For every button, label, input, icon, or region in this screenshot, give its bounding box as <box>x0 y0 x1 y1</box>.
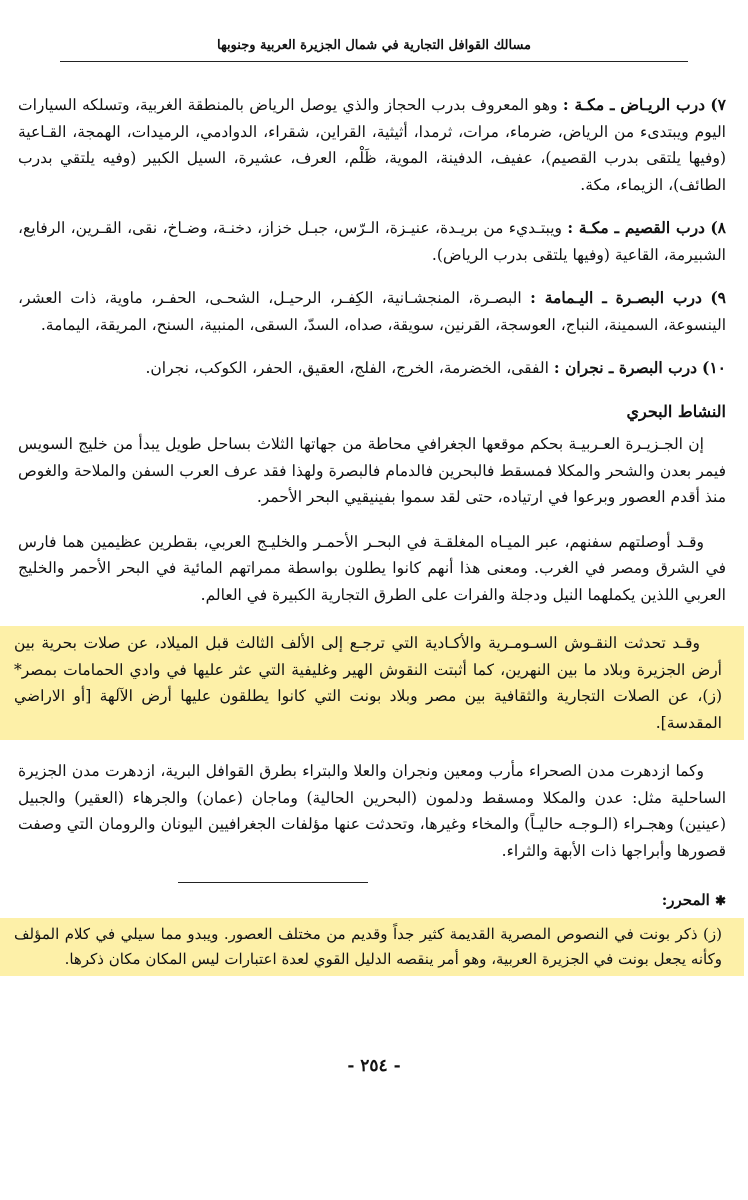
page-number: - ٢٥٤ - <box>347 1056 401 1076</box>
route-basra-yamama <box>18 285 726 338</box>
page-content <box>14 92 726 976</box>
paragraph-coastal-cities: وكما ازدهرت مدن الصحراء مأرب ومعين ونجران والعلا والبتراء بطرق القوافل البرية، ازدهرت مدن الجزيرة الساحلية مثل: عدن والمكلا ومسقط ودلمون (البحرين الحالية) وماجان (عمان) والجرهاء (العقير) والجبيل (عينين) وهجـراء (الـوجـه حاليـاً) والمخاء وغيرها، وتحدثت عنها مؤلفات الجغرافيين اليونان والرومان التي وصفت قصورها وأبراجها ذات الأبهة والثراء. <box>18 762 726 860</box>
editor-note-label <box>18 887 726 916</box>
paragraph-coastline: إن الجـزيـرة العـربيـة بحكم موقعها الجغرافي محاطة من جهاتها الثلاث بساحل طويل يبدأ من خليج السويس فيمر بعدن والشحر والمكلا فمسقط فالبحرين فالدمام فالبصرة ولهذا فقد عرف العرب السفن والملاحة والغوص منذ أقدم العصور وبرعوا في ارتياده، حتى لقد سموا بفينيقيي البحر الأحمر. <box>18 435 726 506</box>
footnote-separator <box>178 882 368 883</box>
paragraph-highlighted-inscriptions: وقـد تحدثت النقـوش السـومـرية والأكـادية التي ترجـع إلى الألف الثالث قبل الميلاد، عن صلات بحرية بين أرض الجزيرة وبلاد ما بين النهرين، كما أثبتت النقوش الهير وغليفية التي عثر عليها في وادي الحمامات بمصر*(ز)، عن الصلات التجارية والثقافية بين مصر وبلاد بونت التي كانوا يطلقون عليها أرض الآلهة [أو الاراضي المقدسة]. <box>0 626 744 740</box>
editor-label-text: المحرر: <box>661 891 710 909</box>
route-number: ٩) <box>710 288 726 307</box>
paragraph-sea-routes: وقـد أوصلتهم سفنهم، عبر الميـاه المغلقـة في البحـر الأحمـر والخليـج العربي، بقطرين عظيمين هما فارس في الشرق ومصر في الغرب. ومعنى هذا أنهم كانوا يطلون بواسطة ممراتهم المائية في البحر الأحمر والخليج العربي اللذين يكملهما النيل ودجلة والفرات على الطرق التجارية الكبيرة في العالم. <box>18 532 726 604</box>
asterisk-icon: ✱ <box>715 894 726 909</box>
route-stations: البصـرة، المنجشـانية، الكِفـر، الرحيـل، الشحـى، الحفـر، ماوية، ذات العشر، الينسوعة، السمينة، النباج، العوسجة، القرنين، سويقة، صداه، السدّ، السقى، المنبية، السنح، المريقة، اليمامة. <box>18 289 726 334</box>
editor-footnote: (ز) ذكر بونت في النصوص المصرية القديمة كثير جداً وقديم من مختلف العصور. ويبدو مما سيلي في كلام المؤلف وكأنه يجعل بونت في الجزيرة العربية، وهو أمر ينقصه الدليل القوي لعدة اعتبارات ليس المكان مكان ذكرها. <box>0 918 744 976</box>
route-stations: الفقى، الخضرمة، الخرج، الفلج، العقيق، الحفر، الكوكب، نجران. <box>145 359 549 377</box>
route-name: درب البصرة ـ نجران : <box>553 358 698 377</box>
route-name: درب البصـرة ـ اليـمامة : <box>530 288 702 307</box>
route-name: درب الريـاض ـ مكـة : <box>562 95 705 114</box>
route-name: درب القصيم ـ مكـة : <box>567 218 705 237</box>
route-number: ٧) <box>710 95 726 114</box>
route-stations: وهو المعروف بدرب الحجاز والذي يوصل الرياض بالمنطقة الغربية، وتسلكه السيارات اليوم ويبتدىء من الرياض، ضرماء، مرات، ثرمدا، أثيثية، القراين، شقراء، الدوادمي، الرميدات، الهمجة، القـاعية (وفيها يلتقى بدرب القصيم)، عفيف، الدفينة، الموية، ظَلْم، العرف، عشيرة، السيل الكبير (وفيه يلتقي بدرب الطائف)، الزيماء، مكة. <box>18 96 726 194</box>
route-basra-najran <box>18 355 726 382</box>
running-header: مسالك القوافل التجارية في شمال الجزيرة العربية وجنوبها <box>60 38 688 62</box>
section-heading: النشاط البحري <box>626 401 726 421</box>
route-qassim-makkah <box>18 215 726 268</box>
route-number: ٨) <box>710 218 726 237</box>
route-riyadh-makkah <box>18 92 726 198</box>
route-stations: ويبتـديء من بريـدة، عنيـزة، الـرّس، جبـل خزاز، دخنـة، وضـاخ، نقى، القـرين، الرفايع، الشبيرمة، القاعية (وفيها يلتقى بدرب الرياض). <box>18 219 726 264</box>
route-number: ١٠) <box>702 358 726 377</box>
